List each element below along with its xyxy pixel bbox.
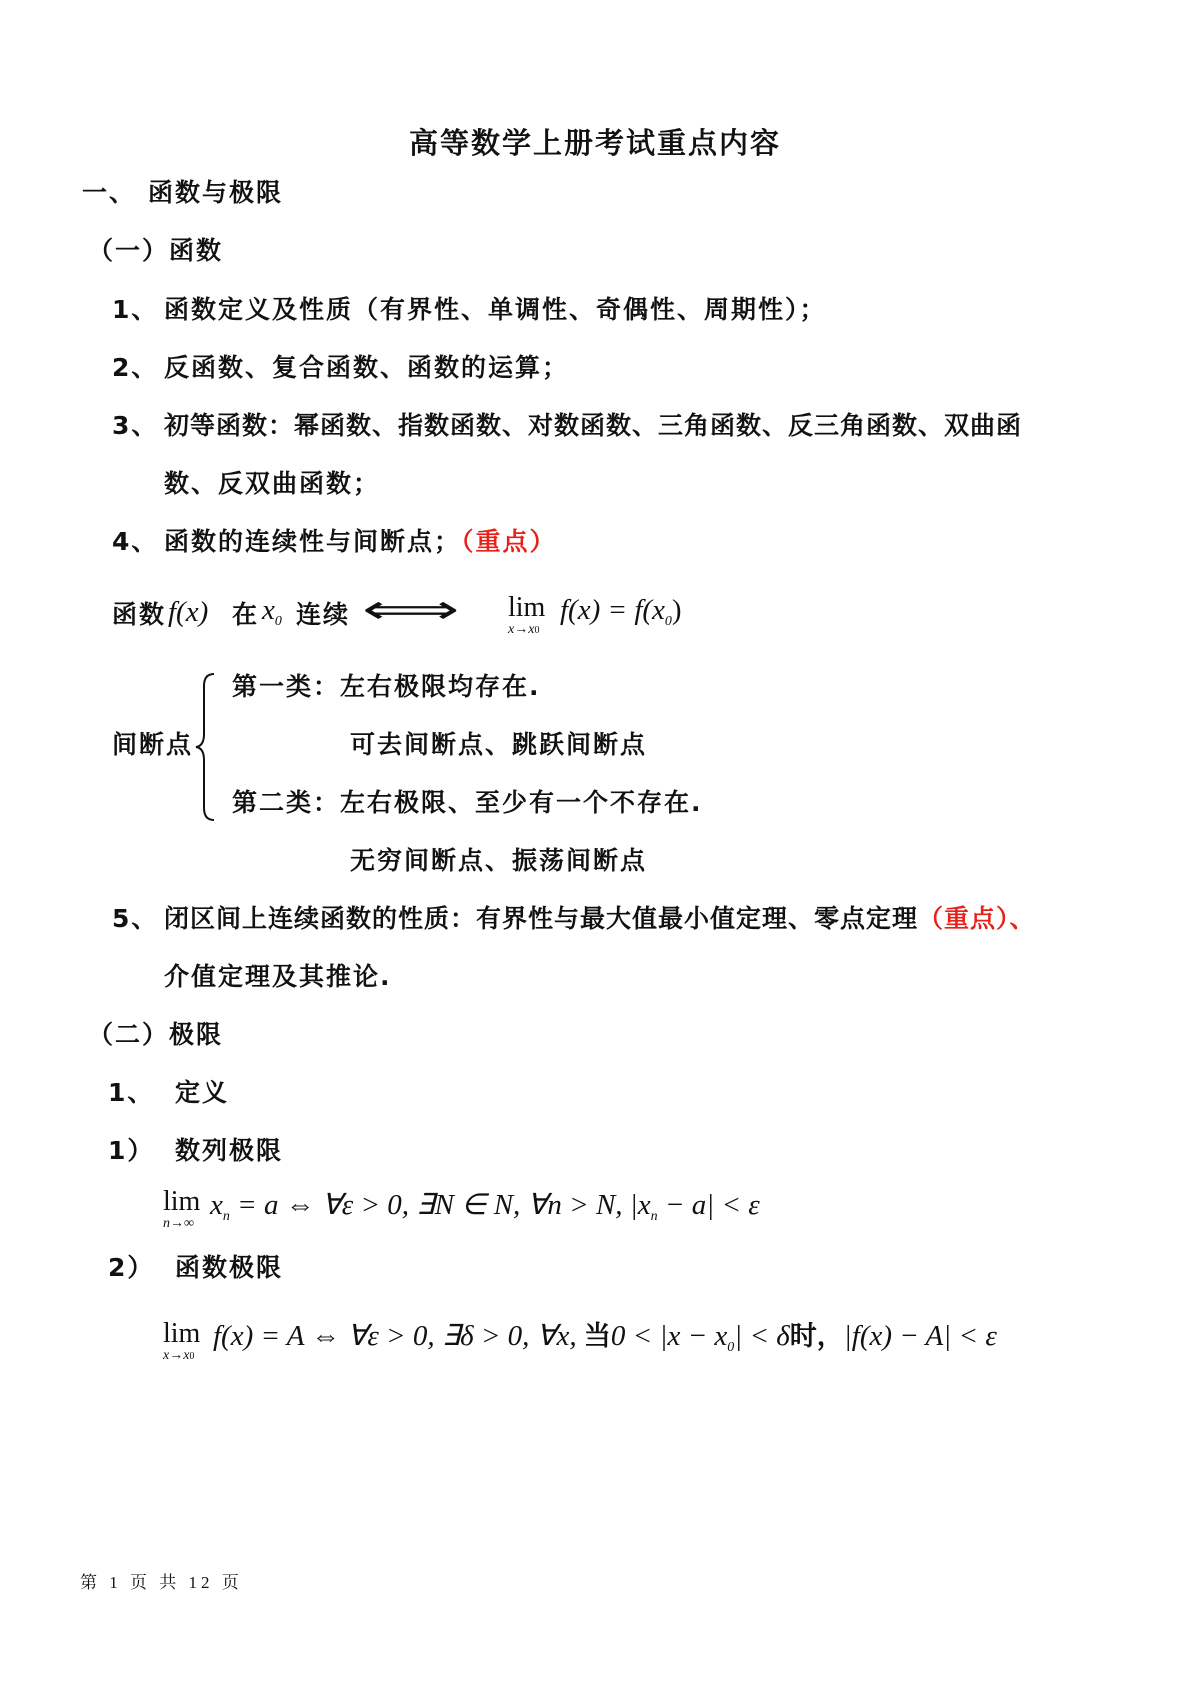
sequence-limit-operator: [163, 1188, 200, 1232]
function-limit-number: 2）: [108, 1253, 155, 1282]
item-5-continuation: 介值定理及其推论.: [164, 962, 392, 991]
item-5-label: 闭区间上连续函数的性质：有界性与最大值最小值定理、零点定理: [164, 904, 919, 933]
item-5-text: [164, 904, 1036, 934]
continuity-at: 在: [232, 600, 260, 629]
item-3-number: 3、: [112, 411, 159, 440]
def-text: 定义: [175, 1078, 230, 1107]
function-limit-formula: f(x) = A ⇔ ∀ε > 0, ∃δ > 0, ∀x, 当$0 < |x - x_0| < \delta$时，|f(x) − A| < ε: [213, 1320, 997, 1355]
def-number: 1、: [108, 1078, 155, 1107]
sequence-limit-heading: 数列极限: [175, 1136, 284, 1165]
item-1-text: 函数定义及性质（有界性、单调性、奇偶性、周期性）；: [164, 295, 827, 324]
subsection-functions: （一）函数: [88, 236, 224, 265]
item-4-emphasis: （重点）: [461, 527, 557, 556]
section-1-heading: 函数与极限: [148, 178, 284, 207]
continuity-prefix: 函数: [112, 600, 167, 629]
sequence-limit-number: 1）: [108, 1136, 155, 1165]
function-limit-heading: 函数极限: [175, 1253, 284, 1282]
discontinuity-second-kind: 第二类：左右极限、至少有一个不存在.: [232, 788, 703, 817]
continuity-rhs: $f(x) = f(x_0)$: [560, 594, 682, 629]
curly-brace: [192, 672, 222, 822]
discontinuity-label: 间断点: [112, 730, 194, 759]
page-footer: 第 1 页 共 12 页: [80, 1573, 243, 1592]
function-lim-word: lim: [163, 1318, 201, 1349]
discontinuity-first-types: 可去间断点、跳跃间断点: [350, 730, 648, 759]
continuity-x0-base: x: [262, 594, 275, 626]
sequence-lim-word: lim: [163, 1186, 201, 1217]
function-limit-operator: [163, 1320, 200, 1365]
item-5-number: 5、: [112, 904, 159, 933]
item-5-emphasis: （重点）、: [918, 904, 1036, 933]
subsection-limits: （二）极限: [88, 1020, 224, 1049]
continuity-lim-subscript: x→x0: [508, 622, 540, 637]
continuity-x0: [262, 594, 282, 638]
item-3-continuation: 数、反双曲函数；: [164, 469, 381, 498]
discontinuity-first-kind: 第一类：左右极限均存在.: [232, 672, 541, 701]
sequence-limit-formula: $x_n = a$ ⇔ ∀ε > 0, ∃N ∈ N, ∀n > N, $|x_n - a| < \varepsilon$: [210, 1189, 760, 1224]
item-2-number: 2、: [112, 353, 159, 382]
continuity-fx: f(x): [168, 596, 209, 628]
continuity-x0-subscript: 0: [274, 614, 282, 629]
item-4-label: 函数的连续性与间断点；: [164, 527, 462, 556]
function-lim-subscript: x→x0: [163, 1348, 195, 1363]
page-title: 高等数学上册考试重点内容: [408, 126, 781, 160]
sequence-lim-subscript: n→∞: [163, 1216, 194, 1231]
section-1-number: 一、: [82, 178, 137, 207]
discontinuity-second-types: 无穷间断点、振荡间断点: [350, 846, 648, 875]
iff-arrow: ⟺: [362, 587, 460, 632]
continuity-suffix: 连续: [296, 600, 351, 629]
item-2-text: 反函数、复合函数、函数的运算；: [164, 353, 570, 382]
item-3-text: 初等函数：幂函数、指数函数、对数函数、三角函数、反三角函数、双曲函: [164, 411, 1023, 440]
item-4-number: 4、: [112, 527, 159, 556]
item-4-text: [164, 527, 557, 557]
item-1-number: 1、: [112, 295, 159, 324]
continuity-lim-word: lim: [508, 592, 546, 623]
continuity-limit: [508, 594, 545, 639]
